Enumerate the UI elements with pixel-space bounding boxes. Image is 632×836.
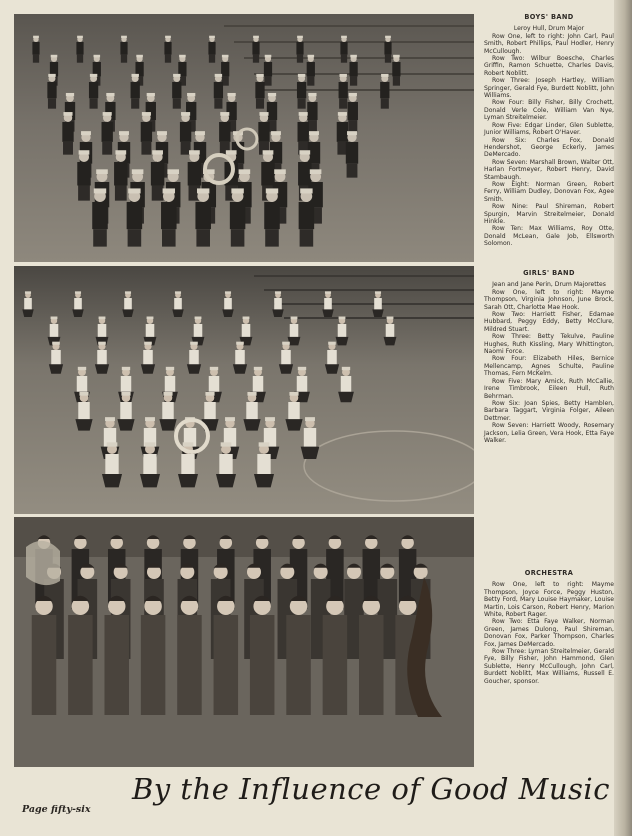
band-member-figure [92,188,108,246]
roster-row: Row Four: Elizabeth Hiles, Bernice Mellencamp, Agnes Schulte, Pauline Thomas, Fern McKelm. [484,355,614,378]
roster-row: Row Three: Betty Tekulve, Pauline Hughes, Ruth Kissling, Mary Whittington, Naomi Force. [484,333,614,356]
page-binding-edge [614,0,632,836]
band-member-figure [348,93,358,132]
band-member-figure [255,74,264,109]
roster-row: Row Seven: Marshall Brown, Walter Ott, Harlan Fortmeyer, Robert Henry, David Stambaugh. [484,158,614,181]
band-member-figure [120,36,127,63]
roster-row: Row Eight: Norman Green, Robert Ferry, William Dudley, Donovan Fox, Agee Smith. [484,180,614,203]
band-member-figure [340,36,347,63]
roster-row: Row One, left to right: Mayme Thompson, Virginia Johnson, June Brock, Sarah Ott, Charlotte Mae Hook. [484,288,614,311]
band-member-figure [89,74,98,109]
roster-row: Row Six: Charles Fox, Donald Hendershot, George Eckerly, James DeMercado. [484,136,614,159]
roster-row: Row Ten: Max Williams, Roy Otte, Donald McLean, Gale Job, Ellsworth Solomon. [484,225,614,248]
band-member-figure [172,74,181,109]
page-number: Page fifty-six [22,804,91,815]
boys-band-heading: BOYS' BAND [524,13,574,21]
band-member-figure [102,112,113,155]
roster-row: Row One, left to right: Mayme Thompson, Joyce Force, Peggy Huston, Betty Ford, Mary Louise Haymaker, Louise Martin, Lois Carson, Robert Henry, Marion White, Robert Rager. [484,581,614,619]
roster-row: Row Four: Billy Fisher, Billy Crochett, Donald Verle Cole, William Van Nye, Lyman Streitelmeier. [484,99,614,122]
band-member-figure [180,112,191,155]
roster-row: Row Three: Joseph Hartley, William Springer, Gerald Fye, Burdett Noblitt, John Williams. [484,77,614,100]
band-member-figure [32,36,39,63]
roster-row: Row Five: Mary Amick, Ruth McCallie, Irene Timbrook, Eileen Hull, Ruth Behrman. [484,377,614,400]
boys-band-photo [14,14,474,262]
girls-band-heading: GIRLS' BAND [523,269,575,277]
roster-row: Row Nine: Paul Shireman, Robert Spurgin, Marvin Streitelmeier, Donald Hinkle. [484,203,614,225]
band-member-figure [392,55,400,86]
band-member-figure [195,188,211,246]
band-member-figure [297,74,306,109]
roster-row: Row Six: Joan Spies, Betty Hamblen, Barbara Taggart, Virginia Folger, Aileen Dettmer. [484,399,614,422]
girls-band-caption [484,270,614,444]
band-member-figure [76,36,83,63]
band-member-figure [264,55,272,86]
page-title: By the Influence of Good Music [132,772,610,806]
band-member-figure [161,188,177,246]
band-member-figure [339,74,348,109]
band-member-figure [214,74,223,109]
band-member-figure [62,112,73,155]
band-member-figure [47,74,56,109]
orchestra-photo [14,517,474,767]
band-member-figure [151,150,164,200]
band-member-figure [230,188,246,246]
band-member-figure [384,36,391,63]
band-member-figure [77,150,90,200]
roster-row: Row Three: Lyman Streitelmeier, Gerald Fye, Billy Fisher, John Hammond, Glen Sublette, Henry McCullough, John Carl, Burdett Noblitt, Max Williams, Russell E. Goucher, sponsor. [484,648,614,685]
band-member-figure [114,150,127,200]
girls-band-director: Jean and Jane Perin, Drum Majorettes [492,281,606,289]
band-member-figure [164,36,171,63]
band-member-figure [307,55,315,86]
boys-band-caption [484,14,614,248]
band-member-figure [208,36,215,63]
band-member-figure [298,112,309,155]
roster-row: Row Two: Wilbur Boesche, Charles Griffin, Ramon Schuette, Charles Davis, Robert Noblitt. [484,55,614,77]
sousaphone-icon [26,541,60,585]
roster-row: Row One, left to right: John Carl, Paul Smith, Robert Phillips, Paul Hodler, Henry McCullough. [484,32,614,55]
band-member-figure [221,55,229,86]
roster-row: Row Five: Edgar Linder, Glen Sublette, Junior Williams, Robert O'Haver. [484,121,614,137]
band-member-figure [141,112,152,155]
orchestra-caption [484,570,614,685]
girls-band-photo [14,266,474,514]
band-member-figure [264,188,280,246]
band-member-figure [346,131,358,178]
band-member-figure [252,36,259,63]
band-member-figure [131,74,140,109]
band-member-figure [380,74,389,109]
band-member-figure [219,112,230,155]
band-member-figure [178,55,186,86]
band-member-figure [349,55,357,86]
band-member-figure [258,112,269,155]
roster-row: Row Two: Harriett Fisher, Edamae Hubbard, Peggy Eddy, Betty McClure, Mildred Stuart. [484,311,614,333]
roster-row: Row Two: Etta Faye Walker, Norman Green, James Dulong, Paul Shireman, Donovan Fox, Parker Thompson, Charles Fox, James DeMercado. [484,618,614,648]
band-member-figure [299,188,315,246]
band-member-figure [127,188,143,246]
band-member-figure [296,36,303,63]
roster-row: Row Seven: Harriett Woody, Rosemary Jackson, Lelia Green, Vera Hook, Etta Faye Walker. [484,422,614,444]
boys-band-director: Leroy Hull, Drum Major [513,25,585,33]
orchestra-heading: ORCHESTRA [524,569,574,577]
